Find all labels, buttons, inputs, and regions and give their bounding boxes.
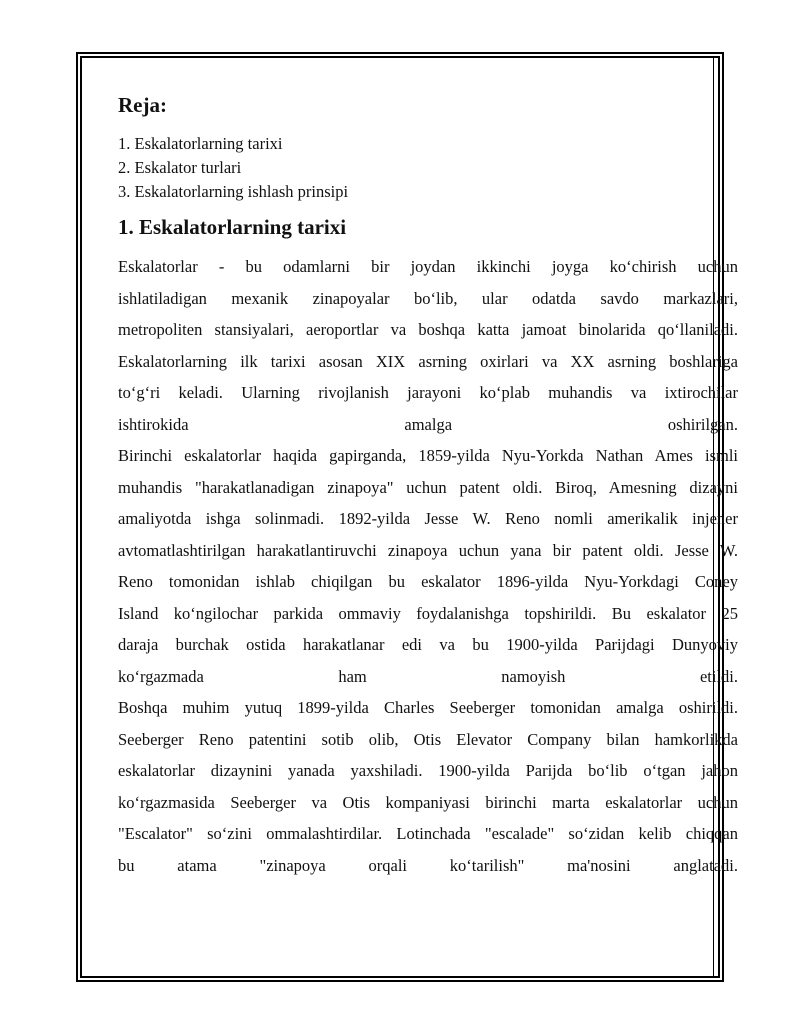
body-line: amaliyotda ishga solinmadi. 1892-yilda Jesse W. Reno nomli amerikalik injener	[118, 509, 738, 528]
body-line: to‘g‘ri keladi. Ularning rivojlanish jarayoni ko‘plab muhandis va ixtirochilar	[118, 383, 738, 402]
plan-list	[118, 132, 738, 204]
body-line: Island ko‘ngilochar parkida ommaviy foydalanishga topshirildi. Bu eskalator 25	[118, 603, 738, 623]
plan-item: 1. Eskalatorlarning tarixi	[118, 134, 283, 153]
plan-heading: Reja:	[118, 93, 167, 117]
body-line: bu atama "zinapoya orqali ko‘tarilish" ma'nosini anglatadi.	[118, 855, 738, 875]
body-line: ishlatiladigan mexanik zinapoyalar bo‘lib, ular odatda savdo markazlari,	[118, 288, 738, 308]
body-line: eskalatorlar dizaynini yanada yaxshiladi. 1900-yilda Parijda bo‘lib o‘tgan jahon	[118, 761, 738, 780]
body-line: daraja burchak ostida harakatlanar edi va bu 1900-yilda Parijdagi Dunyoviy	[118, 635, 738, 654]
body-line: ko‘rgazmasida Seeberger va Otis kompaniyasi birinchi marta eskalatorlar uchun	[118, 792, 738, 812]
body-line: Eskalatorlarning ilk tarixi asosan XIX asrning oxirlari va XX asrning boshlariga	[118, 351, 738, 371]
body-line: Birinchi eskalatorlar haqida gapirganda, 1859-yilda Nyu-Yorkda Nathan Ames ismli	[118, 446, 738, 465]
body-line: "Escalator" so‘zini ommalashtirdilar. Lotinchada "escalade" so‘zidan kelib chiqqan	[118, 824, 738, 843]
section-body	[118, 251, 738, 881]
document-content	[118, 92, 738, 881]
plan-item: 2. Eskalator turlari	[118, 158, 242, 177]
plan-item: 3. Eskalatorlarning ishlash prinsipi	[118, 182, 349, 201]
body-line: muhandis "harakatlanadigan zinapoya" uchun patent oldi. Biroq, Amesning dizayni	[118, 477, 738, 497]
body-line: Reno tomonidan ishlab chiqilgan bu eskalator 1896-yilda Nyu-Yorkdagi Coney	[118, 572, 738, 591]
body-line: ko‘rgazmada ham namoyish etildi.	[118, 666, 738, 686]
body-line: metropoliten stansiyalari, aeroportlar va boshqa katta jamoat binolarida qo‘llaniladi.	[118, 320, 738, 339]
body-line: avtomatlashtirilgan harakatlantiruvchi zinapoya uchun yana bir patent oldi. Jesse W.	[118, 540, 738, 560]
body-line: Seeberger Reno patentini sotib olib, Otis Elevator Company bilan hamkorlikda	[118, 729, 738, 749]
section-heading: 1. Eskalatorlarning tarixi	[118, 215, 347, 239]
body-line: ishtirokida amalga oshirilgan.	[118, 414, 738, 434]
body-line: Eskalatorlar - bu odamlarni bir joydan ikkinchi joyga ko‘chirish uchun	[118, 257, 738, 276]
body-line: Boshqa muhim yutuq 1899-yilda Charles Seeberger tomonidan amalga oshirildi.	[118, 698, 738, 717]
